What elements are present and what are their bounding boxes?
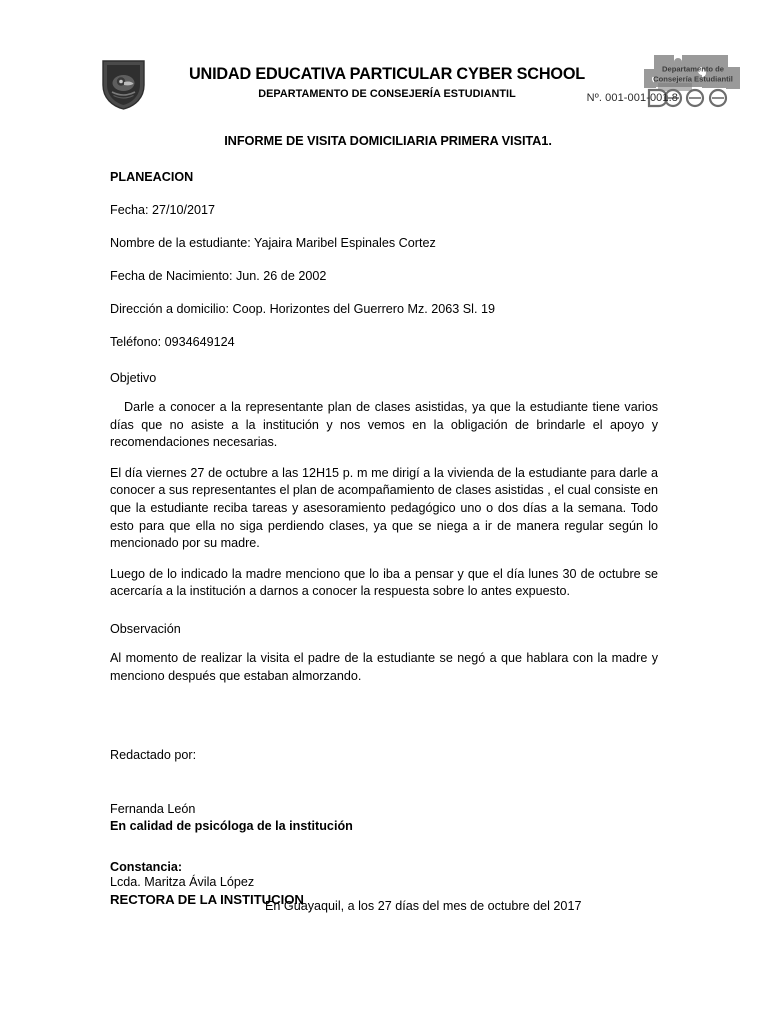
document-body bbox=[110, 130, 658, 914]
svg-text:Consejería Estudiantil: Consejería Estudiantil bbox=[653, 74, 733, 84]
paragraph-respuesta-madre: Luego de lo indicado la madre menciono que lo iba a pensar y que el día lunes 30 de octubre se acercaría a la institución a darnos a conocer la respuesta sobre lo antes expuesto. bbox=[110, 566, 658, 599]
field-fecha: Fecha: 27/10/2017 bbox=[110, 203, 216, 217]
rector-name: Lcda. Maritza Ávila López bbox=[110, 875, 255, 889]
paragraph-objetivo: Darle a conocer a la representante plan de clases asistidas, ya que la estudiante tiene varios días que no asiste a la institución y nos vemos en la obligación de brindarle el apoyo y recomendaciones necesarias. bbox=[110, 400, 658, 450]
field-telefono: Teléfono: 0934649124 bbox=[110, 335, 235, 349]
rector-signature-block bbox=[110, 874, 658, 909]
svg-text:Departamento de: Departamento de bbox=[661, 64, 725, 74]
label-constancia: Constancia: bbox=[110, 860, 183, 875]
label-observacion: Observación bbox=[110, 621, 181, 636]
section-heading-planeacion: PLANEACION bbox=[110, 170, 194, 184]
field-direccion-domicilio: Dirección a domicilio: Coop. Horizontes del Guerrero Mz. 2063 Sl. 19 bbox=[110, 302, 495, 316]
author-role: En calidad de psicóloga de la institución bbox=[110, 819, 353, 834]
field-fecha-nacimiento: Fecha de Nacimiento: Jun. 26 de 2002 bbox=[110, 269, 327, 283]
place-and-date: En Guayaquil, a los 27 días del mes de octubre del 2017 bbox=[265, 899, 582, 914]
author-name: Fernanda León bbox=[110, 802, 196, 817]
rector-role: RECTORA DE LA INSTITUCION bbox=[110, 892, 304, 907]
label-redactado-por: Redactado por: bbox=[110, 748, 197, 763]
department-name: DEPARTAMENTO DE CONSEJERÍA ESTUDIANTIL bbox=[258, 88, 516, 100]
paragraph-observacion: Al momento de realizar la visita el padre de la estudiante se negó a que hablara con la madre y menciono después que estaban almorzando. bbox=[110, 650, 658, 683]
document-number: Nº. 001-001-001.8 bbox=[586, 92, 678, 104]
label-objetivo: Objetivo bbox=[110, 371, 157, 385]
page-title: INFORME DE VISITA DOMICILIARIA PRIMERA VISITA1. bbox=[224, 133, 552, 148]
paragraph-visita-detalle: El día viernes 27 de octubre a las 12H15 p. m me dirigí a la vivienda de la estudiante para darle a conocer a sus representantes el plan de acompañamiento de clases asistidas , el cual consiste en que la estudiante reciba tareas y asesoramiento pedagógico uno o dos días a la semana. Todo esto para que ella no siga perdiendo clases, ya que se niega a ir de manera regular según lo mencionado por su madre. bbox=[110, 465, 658, 551]
organization-name: UNIDAD EDUCATIVA PARTICULAR CYBER SCHOOL bbox=[188, 65, 586, 83]
field-nombre-estudiante: Nombre de la estudiante: Yajaira Maribel Espinales Cortez bbox=[110, 236, 436, 250]
